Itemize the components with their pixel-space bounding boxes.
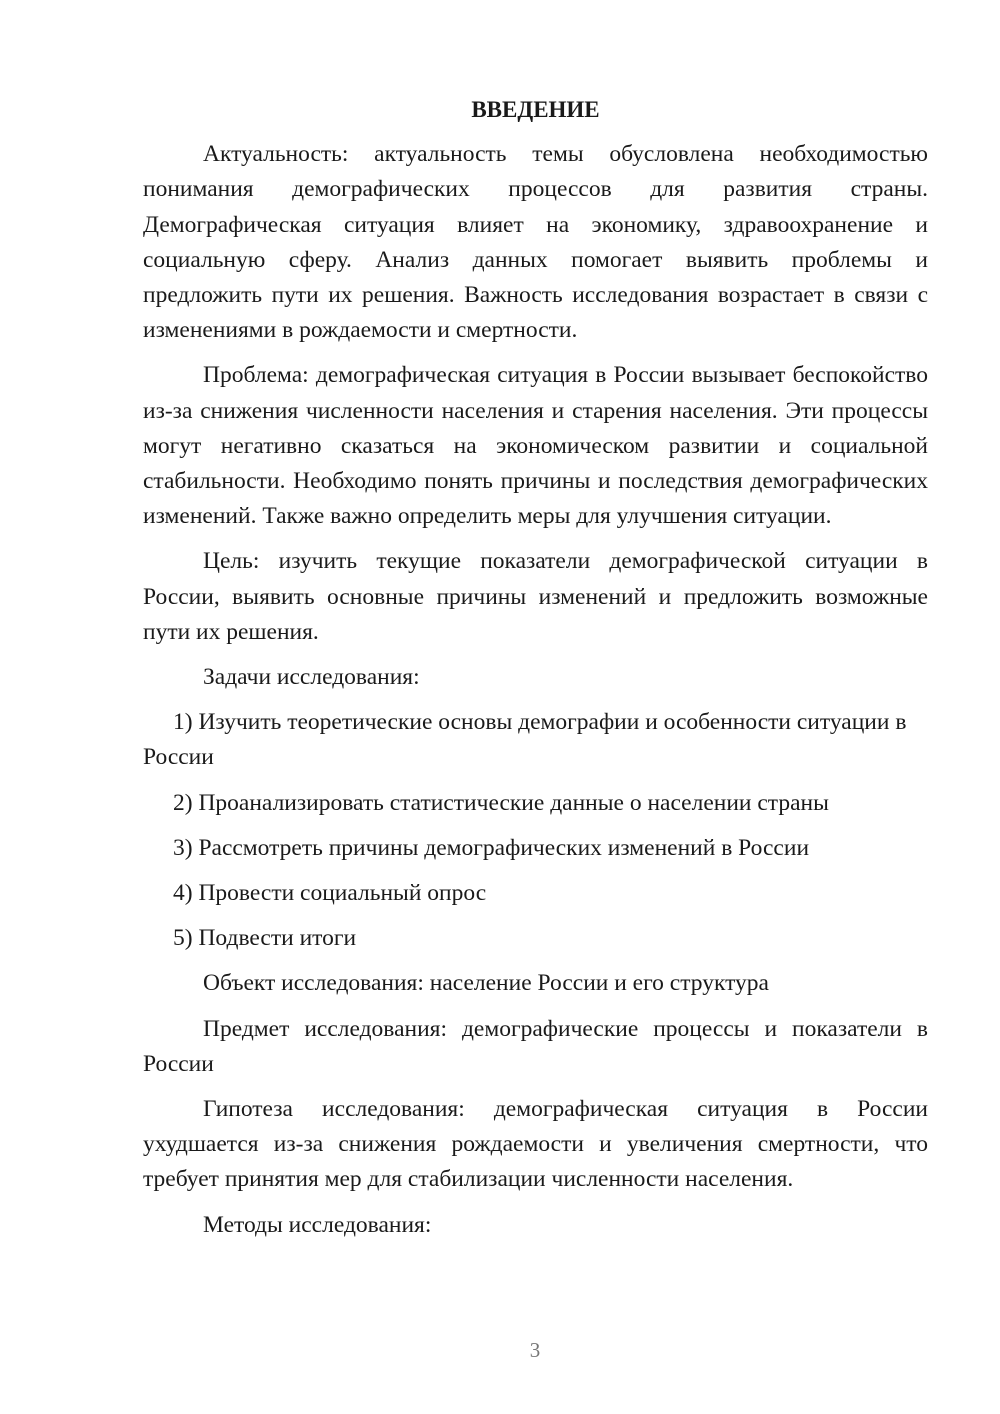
- task-item-4: 4) Провести социальный опрос: [173, 880, 487, 907]
- hypothesis-paragraph: Гипотеза исследования: демографическая ситуация в России ухудшается из-за снижения рождаемости и увеличения смертности, что требует принятия мер для стабилизации численности населения.: [143, 1096, 928, 1193]
- page-content: [143, 92, 928, 1253]
- research-subject-paragraph: Предмет исследования: демографические процессы и показатели в России: [143, 1015, 928, 1077]
- task-item-3: 3) Рассмотреть причины демографических изменений в России: [173, 834, 810, 861]
- methods-heading: Методы исследования:: [203, 1211, 432, 1238]
- tasks-heading: Задачи исследования:: [203, 664, 420, 691]
- goal-paragraph: Цель: изучить текущие показатели демографической ситуации в России, выявить основные причины изменений и предложить возможные пути их решения.: [143, 548, 928, 645]
- problem-paragraph: Проблема: демографическая ситуация в России вызывает беспокойство из-за снижения численности населения и старения населения. Эти процессы могут негативно сказаться на экономическом развитии и социальной стабильности. Необходимо понять причины и последствия демографических изменений. Также важно определить меры для улучшения ситуации.: [143, 362, 928, 530]
- task-item-1: 1) Изучить теоретические основы демографии и особенности ситуации в России: [143, 709, 907, 771]
- task-item-5: 5) Подвести итоги: [173, 925, 357, 952]
- task-item-2: 2) Проанализировать статистические данные о населении страны: [173, 789, 829, 816]
- relevance-paragraph: Актуальность: актуальность темы обусловлена необходимостью понимания демографических процессов для развития страны. Демографическая ситуация влияет на экономику, здравоохранение и социальную сферу. Анализ данных помогает выявить проблемы и предложить пути их решения. Важность исследования возрастает в связи с изменениями в рождаемости и смертности.: [143, 141, 928, 344]
- section-heading: ВВЕДЕНИЕ: [471, 97, 600, 122]
- page-number: 3: [529, 1338, 541, 1362]
- research-object-paragraph: Объект исследования: население России и его структура: [203, 970, 769, 997]
